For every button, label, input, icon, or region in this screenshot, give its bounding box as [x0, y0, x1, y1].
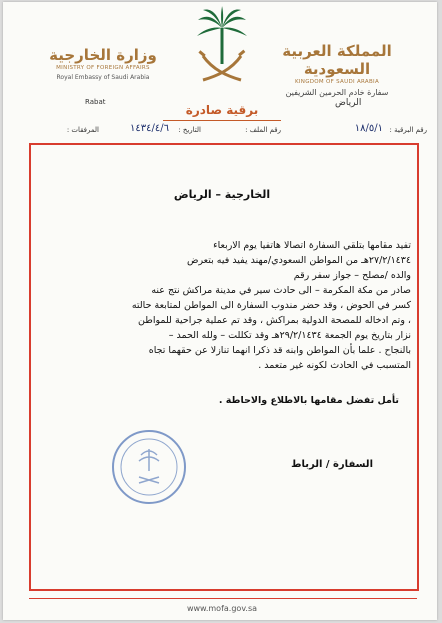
city-ar: الرياض — [335, 98, 362, 108]
kingdom-name-ar: المملكة العربية السعودية — [282, 42, 392, 78]
letter-line: ٢٧/٢/١٤٣٤هـ من المواطن السعودي/مهند يفيد فيه بتعرض — [186, 255, 411, 266]
letter-line: نزار بتاريخ يوم الجمعة ٢٩/٢/١٤٣٤هـ وقد تكللت – ولله الحمد – — [168, 330, 411, 341]
reference-row — [27, 123, 427, 140]
embassy-name-en: Royal Embassy of Saudi Arabia — [56, 74, 150, 81]
letter-line: والده /مصلح – جواز سفر رقم — [293, 270, 411, 281]
letter-line: المتسبب في الحادث لكونه غير متعمد . — [258, 360, 411, 371]
letter-line: ، وتم ادخاله للمصحة الدولية بمراكش ، وقد تم عملية جراحية للمواطن — [138, 315, 411, 326]
letter-line: تفيد مقامها بتلقي السفارة اتصالا هاتفيا يوم الاربعاء — [213, 240, 411, 251]
footer-website: www.mofa.gov.sa — [186, 604, 258, 613]
kingdom-name-en: KINGDOM OF SAUDI ARABIA — [294, 79, 380, 85]
letter-line: كسر في الحوض ، وقد حضر مندوب السفارة الى المواطن لمتابعة حالته — [131, 300, 411, 311]
letter-signoff: السفارة / الرباط — [291, 459, 373, 470]
embassy-name-ar: سفارة خادم الحرمين الشريفين — [285, 88, 389, 97]
ref-date-label: التاريخ : — [178, 126, 201, 134]
ref-attachments-label: المرفقات : — [66, 126, 99, 134]
letter-line: بالنجاح . علما بأن المواطن وابنه قد ذكرا انهما تنازلا عن حقهما تجاه — [148, 345, 411, 356]
embassy-stamp-icon — [109, 427, 189, 507]
ministry-name-en: MINISTRY OF FOREIGN AFFAIRS — [56, 65, 150, 71]
ref-number-label: رقم البرقية : — [389, 126, 427, 134]
letter-salutation: الخارجية – الرياض — [173, 188, 271, 201]
ref-file-label: رقم الملف : — [245, 126, 281, 134]
ref-number-value: ١٨/٥/١ — [354, 123, 383, 134]
letter-page — [3, 2, 437, 620]
ministry-name-ar: وزارة الخارجية — [49, 46, 157, 64]
palm-and-swords-emblem-icon — [195, 6, 249, 90]
ref-date-value: ١٤٣٤/٤/٦ — [130, 123, 169, 134]
title-underline — [163, 120, 281, 121]
city-en: Rabat — [85, 98, 106, 106]
letter-closing: تأمل تفضل مقامها بالاطلاع والاحاطة . — [218, 395, 399, 406]
footer-divider — [29, 598, 417, 599]
ministry-header — [43, 46, 163, 82]
letter-line: صادر من مكة المكرمة – الى حادث سير في مدينة مراكش نتج عنه — [151, 285, 411, 296]
document-type: برقية صادرة — [185, 103, 259, 117]
kingdom-header — [267, 42, 407, 99]
